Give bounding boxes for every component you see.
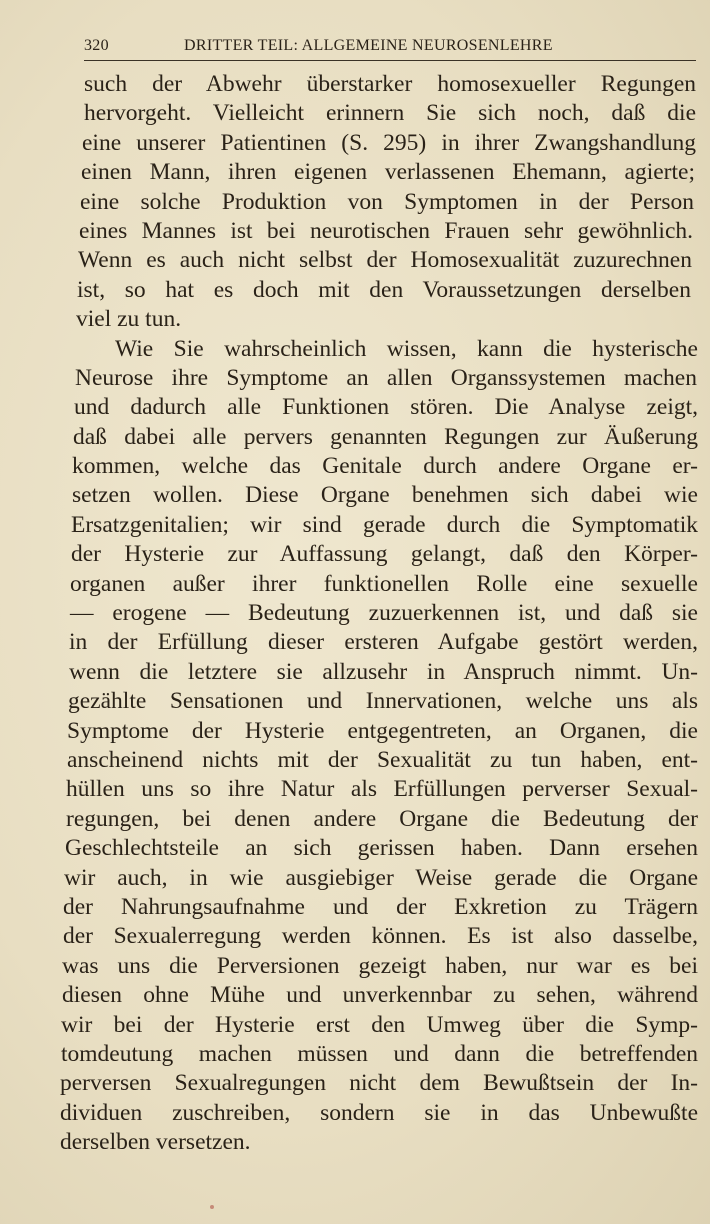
text-line: kommen, welche das Genitale durch andere Organe er- (72, 453, 698, 480)
text-line: hervorgeht. Vielleicht erinnern Sie sich noch, daß die (84, 100, 696, 127)
text-line: Wenn es auch nicht selbst der Homosexualität zuzurechnen (78, 247, 692, 274)
text-line: eine unserer Patientinen (S. 295) in ihrer Zwangshandlung (82, 129, 696, 156)
text-line: such der Abwehr überstarker homosexueller Regungen (84, 71, 696, 97)
text-line: — erogene — Bedeutung zuzuerkennen ist, und daß sie (70, 600, 698, 627)
text-line: eine solche Produktion von Symptomen in der Person (80, 188, 694, 215)
text-line: der Sexualerregung werden können. Es ist also dasselbe, (63, 923, 698, 950)
paper-speck (210, 1205, 214, 1209)
text-line: einen Mann, ihren eigenen verlassenen Ehemann, agierte; (81, 159, 695, 186)
text-line: daß dabei alle pervers genannten Regungen zur Äußerung (73, 423, 698, 450)
text-line: der Hysterie zur Auffassung gelangt, daß den Körper- (71, 541, 698, 568)
text-line: wir bei der Hysterie erst den Umweg über die Symp- (61, 1011, 698, 1038)
text-line: gezählte Sensationen und Innervationen, welche uns als (68, 688, 698, 715)
text-line: setzen wollen. Diese Organe benehmen sich dabei wie (72, 482, 698, 509)
text-line: wir auch, in wie ausgiebiger Weise gerade die Organe (64, 864, 698, 891)
text-line: ist, so hat es doch mit den Voraussetzungen derselben (77, 276, 691, 303)
paragraph-start-line: Wie Sie wahrscheinlich wissen, kann die hysterische (115, 335, 698, 362)
text-line: perversen Sexualregungen nicht dem Bewußtsein der In- (60, 1070, 698, 1097)
text-line: derselben versetzen. (60, 1129, 251, 1156)
text-line: dividuen zuschreiben, sondern sie in das Unbewußte (60, 1099, 698, 1126)
text-line: Symptome der Hysterie entgegentreten, an Organen, die (67, 717, 698, 744)
text-line: Ersatzgenitalien; wir sind gerade durch die Symptomatik (71, 511, 698, 538)
running-head (84, 36, 696, 61)
text-line: in der Erfüllung dieser ersteren Aufgabe gestört werden, (69, 629, 698, 656)
text-line: hüllen uns so ihre Natur als Erfüllungen perverser Sexual- (66, 776, 698, 803)
text-line: anscheinend nichts mit der Sexualität zu tun haben, ent- (67, 746, 698, 773)
text-line: regungen, bei denen andere Organe die Bedeutung der (66, 805, 698, 832)
text-line: wenn die letztere sie allzusehr in Anspruch nimmt. Un- (69, 658, 698, 685)
text-line: diesen ohne Mühe und unverkennbar zu sehen, während (62, 982, 698, 1009)
text-line: viel zu tun. (76, 306, 182, 333)
text-line: organen außer ihrer funktionellen Rolle eine sexuelle (70, 570, 698, 597)
text-line: was uns die Perversionen gezeigt haben, nur war es bei (62, 952, 698, 979)
page-number: 320 (84, 37, 109, 54)
text-line: der Nahrungsaufnahme und der Exkretion zu Trägern (63, 893, 698, 920)
text-line: Geschlechtsteile an sich gerissen haben. Dann ersehen (65, 835, 698, 862)
text-line: und dadurch alle Funktionen stören. Die Analyse zeigt, (74, 394, 698, 421)
text-line: eines Mannes ist bei neurotischen Frauen sehr gewöhnlich. (79, 217, 693, 244)
body-text (60, 70, 700, 1157)
text-line: Neurose ihre Symptome an allen Organssystemen machen (75, 364, 697, 391)
running-title: DRITTER TEIL: ALLGEMEINE NEUROSENLEHRE (184, 37, 553, 54)
text-line: tomdeutung machen müssen und dann die betreffenden (61, 1040, 698, 1067)
